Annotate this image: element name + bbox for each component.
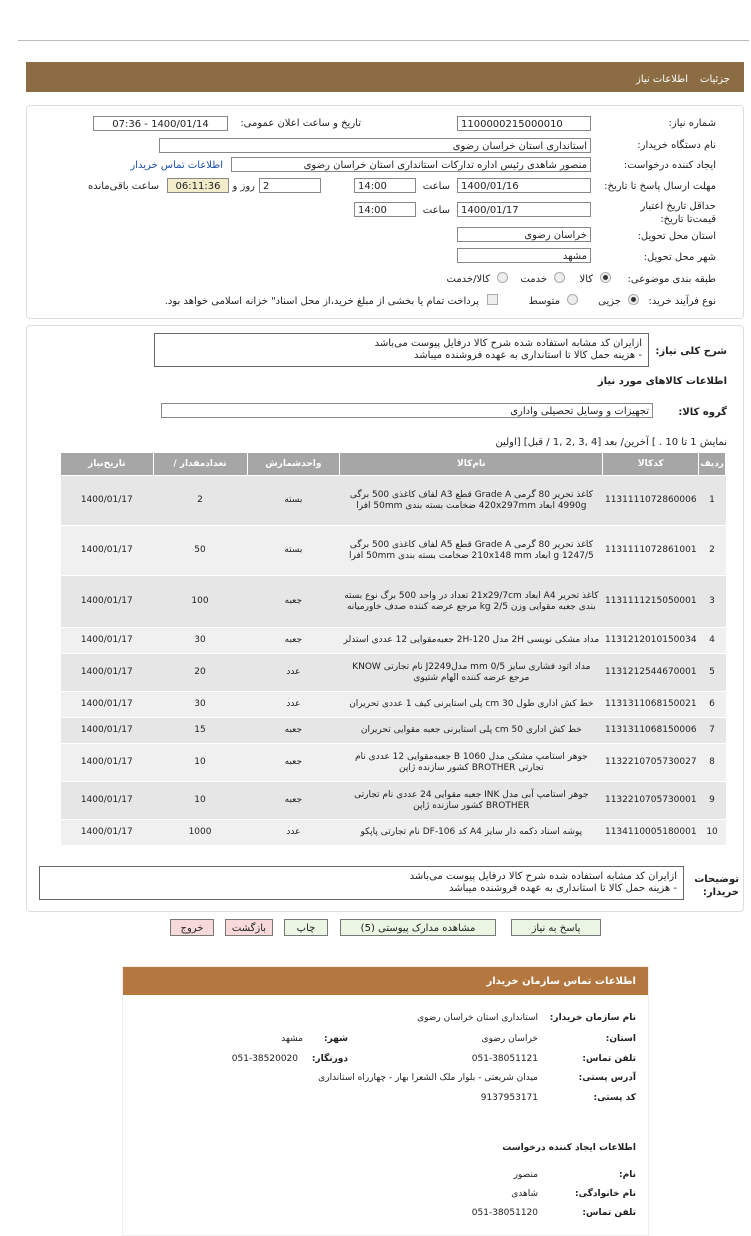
buyer-org-label: نام دستگاه خریدار: [637,140,716,151]
row-number-cell: 6 [699,692,726,718]
item-code-cell: 1131311068150021 [603,692,699,718]
item-name-cell: پوشه اسناد دکمه دار سایز A4 کد DF-106 نام تجارتی پاپکو [340,820,603,846]
category-goods-service-radio[interactable] [497,272,508,283]
province-label: استان محل تحویل: [637,231,716,242]
table-row [61,654,726,692]
tab-details[interactable]: جزئیات [700,74,730,85]
contact-province: خراسان رضوی [481,1034,538,1044]
process-medium-label: متوسط [528,296,560,307]
row-number-cell: 2 [699,526,726,576]
header-bar [26,62,744,92]
need-date-cell: 1400/01/17 [61,744,154,782]
goods-table [60,452,726,846]
item-code-cell: 1131212544670001 [603,654,699,692]
buyer-notes-label: توضیحات خریدار: [694,874,739,898]
announce-field: 1400/01/14 - 07:36 [93,116,228,131]
table-row [61,820,726,846]
category-goods-radio[interactable] [600,272,611,283]
table-row [61,744,726,782]
col-unit: واحدشمارش [247,453,340,476]
category-goods-service-label: کالا/خدمت [446,274,490,285]
deadline-time-label: ساعت [422,181,450,192]
city-label: شهر محل تحویل: [643,252,716,263]
exit-button[interactable]: خروج [170,919,214,936]
item-name-cell: مداد مشکی نویسی 2H مدل 2H-120 جعبه‌مقوایی 12 عددی استدلر [340,628,603,654]
item-name-cell: کاغذ تحریر 80 گرمی Grade A قطع A3 لفاف کاغذی 500 برگی 4990g ابعاد 420x297mm ضخامت بسته بندی 50mm افرا [340,476,603,526]
contact-phone: 051-38051121 [471,1054,538,1064]
need-date-cell: 1400/01/17 [61,576,154,628]
item-name-cell: خط کش اداری 50 cm پلی استایرنی جعبه مقوایی تحریران [340,718,603,744]
item-code-cell: 1131111215050001 [603,576,699,628]
validity-date-field: 1400/01/17 [457,202,591,217]
contact-org-label: نام سازمان خریدار: [549,1013,636,1023]
creator-name-label: نام: [619,1170,636,1180]
unit-cell: جعبه [247,628,340,654]
remaining-time-field: 06:11:36 [167,178,229,193]
creator-label: ایجاد کننده درخواست: [623,160,716,171]
item-code-cell: 1132210705730001 [603,782,699,820]
unit-cell: جعبه [247,782,340,820]
summary-line-2: - هزینه حمل کالا تا استانداری به عهده فروشنده میباشد [413,350,642,361]
contact-address: میدان شریعتی - بلوار ملک الشعرا بهار - چهارراه استانداری [318,1073,538,1083]
goods-section-title: اطلاعات کالاهای مورد نیاز [597,376,727,387]
buyer-notes-line-2: - هزینه حمل کالا تا استانداری به عهده فروشنده میباشد [448,883,677,894]
back-button[interactable]: بازگشت [225,919,273,936]
contact-address-label: آدرس پستی: [578,1073,636,1083]
reply-button[interactable]: پاسخ به نیاز [511,919,601,936]
quantity-cell: 30 [153,692,247,718]
creator-name: منصور [513,1170,538,1180]
item-code-cell: 1131212010150034 [603,628,699,654]
buyer-notes-box [39,866,684,900]
goods-group-field: تجهیزات و وسایل تحصیلی واداری [161,403,653,418]
unit-cell: عدد [247,692,340,718]
quantity-cell: 15 [153,718,247,744]
need-date-cell: 1400/01/17 [61,628,154,654]
validity-time-field: 14:00 [354,202,416,217]
tab-need-info[interactable]: اطلاعات نیاز [636,74,688,85]
deadline-date-field: 1400/01/16 [457,178,591,193]
table-row [61,476,726,526]
creator-family: شاهدی [511,1189,538,1199]
creator-field: منصور شاهدی رئیس اداره تدارکات استانداری استان خراسان رضوی [231,157,591,172]
unit-cell: جعبه [247,576,340,628]
contact-header [123,967,648,995]
item-name-cell: جوهر استامپ مشکی مدل B 1060 جعبه‌مقوایی 12 عددی نام تجارتی BROTHER کشور سازنده ژاپن [340,744,603,782]
contact-title: اطلاعات تماس سازمان خریدار [486,976,636,987]
col-name: نام‌کالا [340,453,603,476]
row-number-cell: 10 [699,820,726,846]
contact-org: استانداری استان خراسان رضوی [417,1013,538,1023]
item-name-cell: جوهر استامپ آبی مدل INK جعبه مقوایی 24 عددی نام تجارتی BROTHER کشور سازنده ژاپن [340,782,603,820]
quantity-cell: 100 [153,576,247,628]
item-code-cell: 1131111072860006 [603,476,699,526]
unit-cell: بسته [247,526,340,576]
goods-table-header [61,453,726,476]
summary-box [154,333,649,367]
col-code: کدکالا [603,453,699,476]
item-name-cell: مداد اتود فشاری سایز 0/5 mm مدلJ2249 نام تجارتی KNOW مرجع عرضه کننده الهام شتیوی [340,654,603,692]
process-label: نوع فرآیند خرید: [648,296,716,307]
process-partial-label: جزیی [598,296,621,307]
item-code-cell: 1132210705730027 [603,744,699,782]
buyer-org-field: استانداری استان خراسان رضوی [159,138,591,153]
col-qty: تعدادمقدار / [153,453,247,476]
item-code-cell: 1131111072861001 [603,526,699,576]
print-button[interactable]: چاپ [284,919,328,936]
city-field: مشهد [457,248,591,263]
item-code-cell: 1131311068150006 [603,718,699,744]
category-service-label: خدمت [520,274,547,285]
need-date-cell: 1400/01/17 [61,476,154,526]
row-number-cell: 7 [699,718,726,744]
unit-cell: بسته [247,476,340,526]
treasury-payment-note: پرداخت تمام یا بخشی از مبلغ خرید،از محل اسناد" خزانه اسلامی خواهد بود. [164,296,479,307]
quantity-cell: 1000 [153,820,247,846]
quantity-cell: 2 [153,476,247,526]
validity-label: حداقل تاریخ اعتبار قیمت‌تا تاریخ: [640,201,716,225]
item-name-cell: کاغذ تحریر A4 ابعاد 21x29/7cm تعداد در واحد 500 برگ نوع بسته بندی جعبه مقوایی وزن 2/5 kg مرجع عرضه کننده صدف خاورمیانه [340,576,603,628]
treasury-payment-checkbox[interactable] [487,294,498,305]
category-goods-label: کالا [579,274,593,285]
contact-province-label: استان: [605,1034,636,1044]
goods-group-label: گروه کالا: [678,407,727,418]
need-date-cell: 1400/01/17 [61,526,154,576]
buyer-contact-panel [122,966,649,1236]
table-row [61,576,726,628]
contact-city-label: شهر: [324,1034,348,1044]
need-date-cell: 1400/01/17 [61,692,154,718]
top-divider [18,40,749,41]
need-date-cell: 1400/01/17 [61,820,154,846]
deadline-label: مهلت ارسال پاسخ تا تاریخ: [604,181,716,192]
need-number-label: شماره نیاز: [668,118,716,129]
unit-cell: جعبه [247,718,340,744]
process-partial-radio[interactable] [628,294,639,305]
quantity-cell: 50 [153,526,247,576]
creator-family-label: نام خانوادگی: [574,1189,636,1199]
quantity-cell: 20 [153,654,247,692]
creator-phone-label: تلفن تماس: [582,1208,636,1218]
creator-phone: 051-38051120 [471,1208,538,1218]
contact-fax-label: دورنگار: [311,1054,348,1064]
buyer-notes-line-1: ازایران کد مشابه استفاده شده شرح کالا درفایل پیوست می‌باشد [409,871,677,882]
quantity-cell: 30 [153,628,247,654]
row-number-cell: 3 [699,576,726,628]
remaining-label: ساعت باقی‌مانده [87,181,159,192]
unit-cell: عدد [247,654,340,692]
item-name-cell: خط کش اداری طول 30 cm پلی استایرنی کیف 1 عددی تحریران [340,692,603,718]
table-row [61,718,726,744]
row-number-cell: 5 [699,654,726,692]
creator-info-title: اطلاعات ایجاد کننده درخواست [502,1143,636,1153]
row-number-cell: 9 [699,782,726,820]
quantity-cell: 10 [153,782,247,820]
row-number-cell: 4 [699,628,726,654]
days-label: روز و [232,181,255,192]
contact-fax: 051-38520020 [231,1054,298,1064]
attachments-button[interactable]: مشاهده مدارک پیوستی (5) [340,919,496,936]
row-number-cell: 1 [699,476,726,526]
buyer-contact-link[interactable]: اطلاعات تماس خریدار [130,160,223,171]
need-date-cell: 1400/01/17 [61,718,154,744]
table-row [61,782,726,820]
validity-time-label: ساعت [422,205,450,216]
category-service-radio[interactable] [554,272,565,283]
summary-line-1: ازایران کد مشابه استفاده شده شرح کالا درفایل پیوست می‌باشد [374,338,642,349]
contact-city: مشهد [281,1034,303,1044]
contact-phone-label: تلفن تماس: [582,1054,636,1064]
contact-postal-label: کد پستی: [593,1093,636,1103]
province-field: خراسان رضوی [457,227,591,242]
unit-cell: عدد [247,820,340,846]
contact-postal: 9137953171 [480,1093,538,1103]
need-date-cell: 1400/01/17 [61,782,154,820]
category-label: طبقه بندی موضوعی: [627,274,716,285]
summary-label: شرح کلی نیاز: [655,346,727,357]
table-row [61,692,726,718]
announce-label: تاریخ و ساعت اعلان عمومی: [240,118,361,129]
need-number-field: 1100000215000010 [457,116,591,131]
table-row [61,526,726,576]
pagination[interactable]: نمایش 1 تا 10 . ] آخرین/ بعد [4 ,3 ,2 ,1 / قبل] [اولین [495,437,727,448]
col-row: ردیف [699,453,726,476]
row-number-cell: 8 [699,744,726,782]
unit-cell: جعبه [247,744,340,782]
col-date: تاریخ‌نیاز [61,453,154,476]
process-medium-radio[interactable] [567,294,578,305]
deadline-time-field: 14:00 [354,178,416,193]
need-date-cell: 1400/01/17 [61,654,154,692]
days-field: 2 [259,178,321,193]
table-row [61,628,726,654]
item-code-cell: 1134110005180001 [603,820,699,846]
item-name-cell: کاغذ تحریر 80 گرمی Grade A قطع A5 لفاف کاغذی 500 برگی 1247/5 g ابعاد 210x148 mm ضخامت بسته بندی 50mm افرا [340,526,603,576]
quantity-cell: 10 [153,744,247,782]
